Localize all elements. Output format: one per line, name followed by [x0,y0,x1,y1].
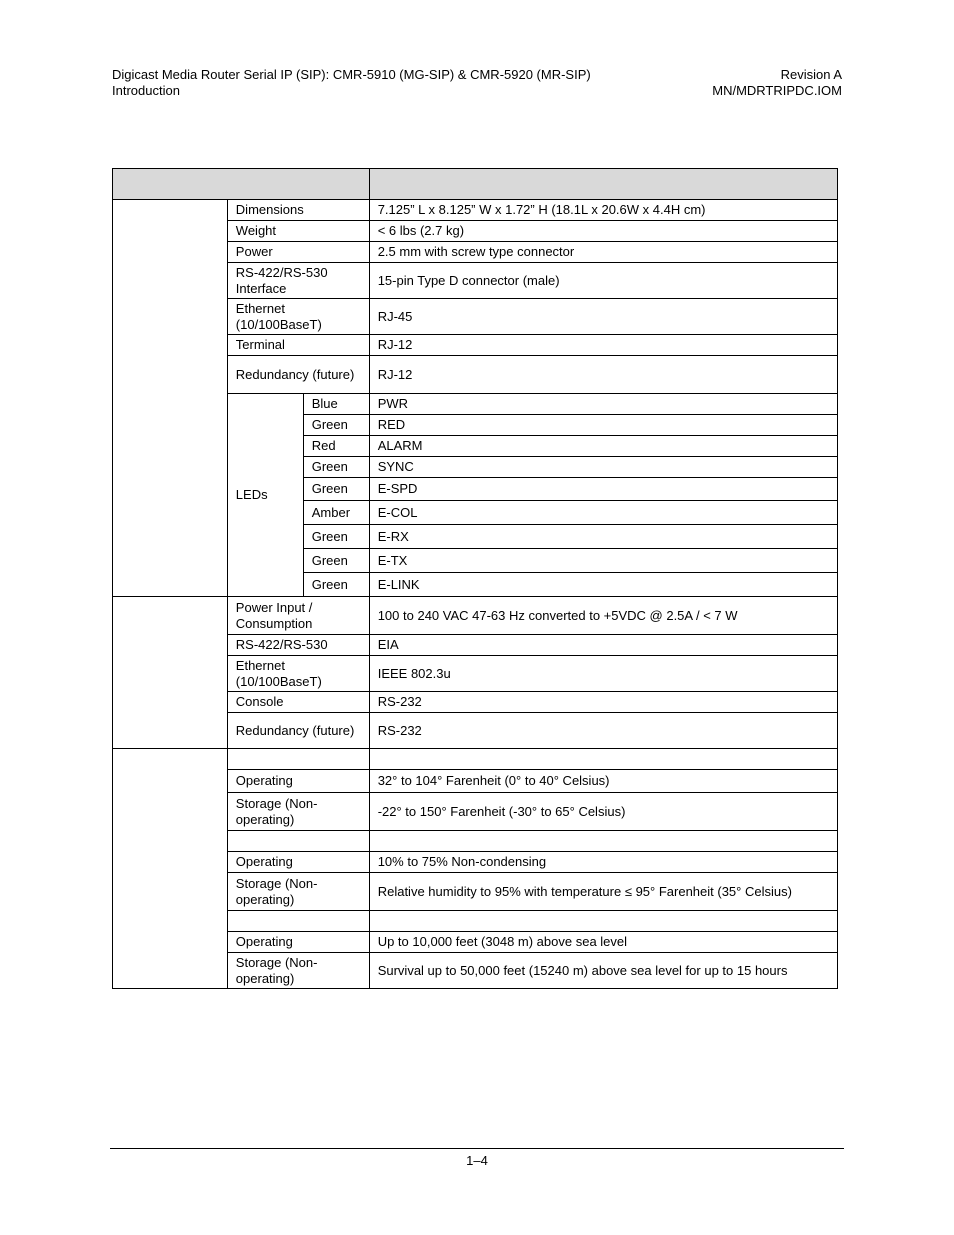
page-number: 1–4 [466,1153,488,1168]
subheading-value-cell [369,911,837,932]
subheading-value-cell [369,831,837,852]
leds-label: LEDs [227,394,303,597]
category-cell-electrical [113,597,228,749]
spec-label: Power [227,242,369,263]
spec-value: 7.125” L x 8.125” W x 1.72” H (18.1L x 20.6W x 4.4H cm) [369,200,837,221]
spec-label: Ethernet (10/100BaseT) [227,656,369,692]
spec-label: Storage (Non-operating) [227,873,369,911]
document-id: MN/MDRTRIPDC.IOM [712,83,842,98]
led-color: Green [303,549,369,573]
spec-label: Operating [227,932,369,953]
spec-value: < 6 lbs (2.7 kg) [369,221,837,242]
spec-value: 2.5 mm with screw type connector [369,242,837,263]
led-color: Green [303,573,369,597]
table-row [113,200,838,221]
led-color: Green [303,478,369,501]
spec-label: RS-422/RS-530 [227,635,369,656]
spec-value: 15-pin Type D connector (male) [369,263,837,299]
spec-value: 32° to 104° Farenheit (0° to 40° Celsius) [369,770,837,793]
spec-value: Relative humidity to 95% with temperature ≤ 95° Farenheit (35° Celsius) [369,873,837,911]
table-row [113,597,838,635]
subheading-cell [227,749,369,770]
led-name: E-TX [369,549,837,573]
spec-label: Power Input / Consumption [227,597,369,635]
spec-value: EIA [369,635,837,656]
page-header-left [112,67,591,99]
spec-label: RS-422/RS-530 Interface [227,263,369,299]
spec-value: IEEE 802.3u [369,656,837,692]
spec-label: Terminal [227,335,369,356]
led-color: Green [303,525,369,549]
spec-value: -22° to 150° Farenheit (-30° to 65° Celsius) [369,793,837,831]
led-color: Green [303,457,369,478]
subheading-cell [227,911,369,932]
led-name: PWR [369,394,837,415]
spec-value: RS-232 [369,692,837,713]
footer-divider [110,1148,844,1149]
header-cell-left [113,169,370,200]
spec-label: Redundancy (future) [227,713,369,749]
category-cell-environmental [113,749,228,989]
document-title: Digicast Media Router Serial IP (SIP): CMR-5910 (MG-SIP) & CMR-5920 (MR-SIP) [112,67,591,82]
revision-label: Revision A [780,67,842,82]
led-name: ALARM [369,436,837,457]
led-color: Blue [303,394,369,415]
spec-label: Ethernet (10/100BaseT) [227,299,369,335]
led-color: Amber [303,501,369,525]
spec-label: Weight [227,221,369,242]
subheading-value-cell [369,749,837,770]
spec-label: Operating [227,852,369,873]
spec-value: RJ-12 [369,356,837,394]
subheading-cell [227,831,369,852]
header-cell-right [369,169,837,200]
spec-value: 10% to 75% Non-condensing [369,852,837,873]
led-name: E-RX [369,525,837,549]
table-header-row [113,169,838,200]
spec-value: RJ-45 [369,299,837,335]
specifications-table [112,168,838,989]
spec-label: Dimensions [227,200,369,221]
spec-value: RJ-12 [369,335,837,356]
spec-label: Storage (Non-operating) [227,793,369,831]
led-name: E-LINK [369,573,837,597]
led-name: SYNC [369,457,837,478]
led-name: RED [369,415,837,436]
page-header-right [712,67,842,99]
category-cell-physical [113,200,228,597]
spec-label: Storage (Non-operating) [227,953,369,989]
led-color: Green [303,415,369,436]
spec-label: Operating [227,770,369,793]
spec-value: Survival up to 50,000 feet (15240 m) above sea level for up to 15 hours [369,953,837,989]
led-color: Red [303,436,369,457]
spec-value: 100 to 240 VAC 47-63 Hz converted to +5VDC @ 2.5A / < 7 W [369,597,837,635]
spec-label: Redundancy (future) [227,356,369,394]
led-name: E-SPD [369,478,837,501]
table-row-blank [113,749,838,770]
spec-value: Up to 10,000 feet (3048 m) above sea level [369,932,837,953]
spec-label: Console [227,692,369,713]
spec-value: RS-232 [369,713,837,749]
led-name: E-COL [369,501,837,525]
section-name: Introduction [112,83,180,98]
